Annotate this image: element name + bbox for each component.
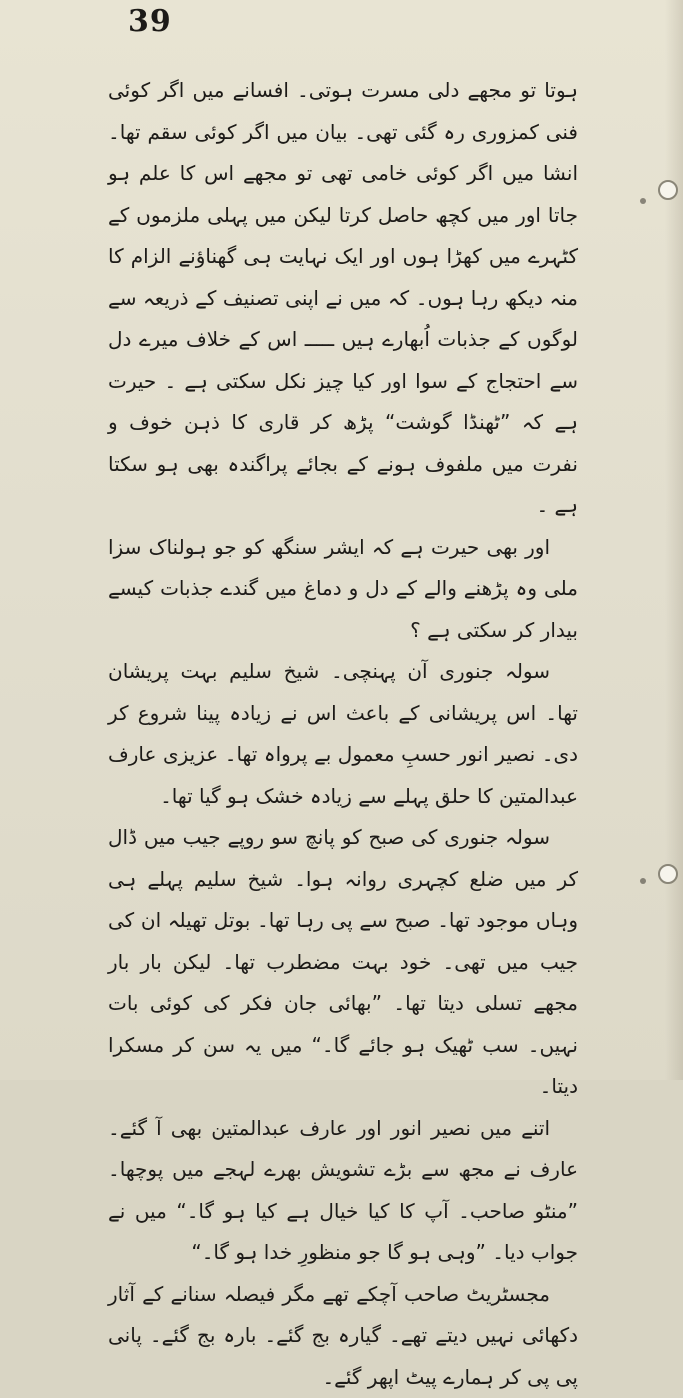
page-body [108,70,578,1398]
paragraph-3: سولہ جنوری آن پہنچی۔ شیخ سلیم بہت پریشان تھا۔ اس پریشانی کے باعث اس نے زیادہ پینا شروع کر دی۔ نصیر انور حسبِ معمول بے پرواہ تھا۔ عزیزی عارف عبدالمتین کا حلق پہلے سے زیادہ خشک ہو گیا تھا۔ [108,651,578,817]
binding-hole-top [658,180,678,200]
paragraph-6: مجسٹریٹ صاحب آچکے تھے مگر فیصلہ سنانے کے آثار دکھائی نہیں دیتے تھے۔ گیارہ بج گئے۔ بارہ بج گئے۔ پانی پی پی کر ہمارے پیٹ اپھر گئے۔ [108,1274,578,1398]
ink-speck [640,198,646,204]
page-edge-shadow [665,0,683,1080]
binding-hole-bottom [658,864,678,884]
paragraph-4: سولہ جنوری کی صبح کو پانچ سو روپے جیب میں ڈال کر میں ضلع کچہری روانہ ہوا۔ شیخ سلیم پہلے ہی وہاں موجود تھا۔ صبح سے پی رہا تھا۔ بوتل تھیلہ ان کی جیب میں تھی۔ خود بہت مضطرب تھا۔ لیکن بار بار مجھے تسلی دیتا تھا۔ ”بھائی جان فکر کی کوئی بات نہیں۔ سب ٹھیک ہو جائے گا۔“ میں یہ سن کر مسکرا دیتا۔ [108,817,578,1108]
paragraph-2: اور بھی حیرت ہے کہ ایشر سنگھ کو جو ہولناک سزا ملی وہ پڑھنے والے کے دل و دماغ میں گندے جذبات کیسے بیدار کر سکتی ہے ؟ [108,527,578,652]
paragraph-5: اتنے میں نصیر انور اور عارف عبدالمتین بھی آ گئے۔ عارف نے مجھ سے بڑے تشویش بھرے لہجے میں پوچھا۔ ”منٹو صاحب۔ آپ کا کیا خیال ہے کیا ہو گا۔“ میں نے جواب دیا۔ ”وہی ہو گا جو منظورِ خدا ہو گا۔“ [108,1108,578,1274]
paragraph-1: ہوتا تو مجھے دلی مسرت ہوتی۔ افسانے میں اگر کوئی فنی کمزوری رہ گئی تھی۔ بیان میں اگر کوئی سقم تھا۔ انشا میں اگر کوئی خامی تھی تو مجھے اس کا علم ہو جاتا اور میں کچھ حاصل کرتا لیکن میں پہلی ملزموں کے کٹہرے میں کھڑا ہوں اور ایک نہایت ہی گھناؤنے الزام کا منہ دیکھ رہا ہوں۔ کہ میں نے اپنی تصنیف کے ذریعہ سے لوگوں کے جذبات اُبھارے ہیں ـــــ اس کے خلاف میرے دل سے احتجاج کے سوا اور کیا چیز نکل سکتی ہے ۔ حیرت ہے کہ ”ٹھنڈا گوشت“ پڑھ کر قاری کا ذہن خوف و نفرت میں ملفوف ہونے کے بجائے پراگندہ بھی ہو سکتا ہے ۔ [108,70,578,527]
page-number: 39 [128,4,172,39]
ink-speck [640,878,646,884]
